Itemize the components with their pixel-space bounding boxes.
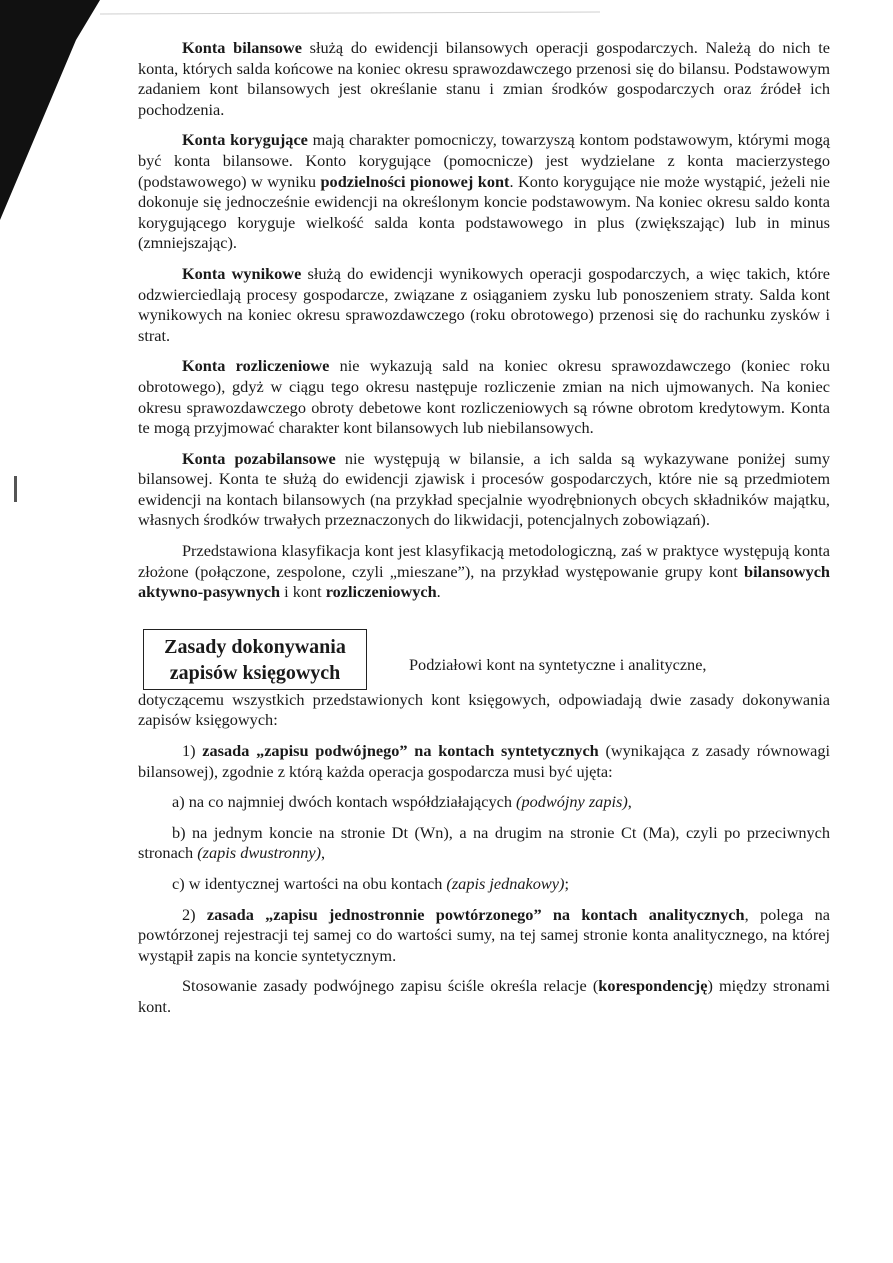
term-konta-korygujace: Konta korygujące [182, 130, 308, 150]
section-intro-first-line: Podziałowi kont na syntetyczne i analityczne, [409, 654, 707, 674]
rule-zapis-jednostronnie-powtorzony: 2) zasada „zapisu jednostronnie powtórzonego” na kontach analitycznych, polega na powtórzonej rejestracji tej samej co do wartości sumy, na tej samej stronie konta analitycznego, na której wystąpił zapis na koncie syntetycznym. [138, 904, 830, 965]
term-konta-rozliczeniowe: Konta rozliczeniowe [182, 356, 330, 376]
rule-1-title: zasada „zapisu podwójnego” na kontach syntetycznych [202, 741, 599, 761]
section-title-line-1: Zasady dokonywania [164, 635, 346, 658]
document-page [138, 38, 830, 1018]
section-intro-continuation: dotyczącemu wszystkich przedstawionych kont księgowych, odpowiadają dwie zasady dokonywania zapisów księgowych: [138, 689, 830, 730]
rule-1-item-a: a) na co najmniej dwóch kontach współdziałających (podwójny zapis), [172, 792, 632, 812]
section-title-line-2: zapisów księgowych [169, 661, 341, 684]
rule-2-title: zasada „zapisu jednostronnie powtórzonego” na kontach analitycznych [206, 904, 745, 924]
rule-1-item-b: b) na jednym koncie na stronie Dt (Wn), a na drugim na stronie Ct (Ma), czyli po przeciwnych stronach (zapis dwustronny), [138, 822, 830, 863]
term-konta-wynikowe: Konta wynikowe [182, 263, 302, 283]
term-konta-bilansowe: Konta bilansowe [182, 38, 302, 57]
term-konta-pozabilansowe: Konta pozabilansowe [182, 448, 336, 468]
paragraph-konta-bilansowe: Konta bilansowe służą do ewidencji bilansowych operacji gospodarczych. Należą do nich te konta, których salda końcowe na koniec okresu sprawozdawczego przenosi się do bilansu. Podstawowym zadaniem kont bilansowych jest określanie stanu i zmian środków gospodarczych oraz źródeł ich pochodzenia. [138, 38, 830, 119]
paragraph-konta-wynikowe: Konta wynikowe służą do ewidencji wynikowych operacji gospodarczych, a więc takich, które odzwierciedlają procesy gospodarcze, związane z osiąganiem zysku lub ponoszeniem straty. Salda kont wynikowych na koniec okresu sprawozdawczego (roku obrotowego) przenosi się do rachunku zysków i strat. [138, 263, 830, 345]
paragraph-closing: Stosowanie zasady podwójnego zapisu ściśle określa relacje (korespondencję) między stronami kont. [138, 976, 830, 1016]
paragraph-konta-pozabilansowe: Konta pozabilansowe nie występują w bilansie, a ich salda są wykazywane poniżej sumy bilansowej. Konta te służą do ewidencji zjawisk i procesów gospodarczych, które nie są przedmiotem ewidencji na kontach bilansowych (na przykład specjalnie wyodrębnionych obcych składników majątku, własnych środków trwałych przeznaczonych do likwidacji, potencjalnych zobowiązań). [138, 448, 830, 530]
rule-zapis-podwojny: 1) zasada „zapisu podwójnego” na kontach syntetycznych (wynikająca z zasady równowagi bilansowej), zgodnie z którą każda operacja gospodarcza musi być ujęta: [138, 741, 830, 781]
rule-1-item-c: c) w identycznej wartości na obu kontach (zapis jednakowy); [172, 874, 569, 893]
paragraph-klasyfikacja: Przedstawiona klasyfikacja kont jest klasyfikacją metodologiczną, zaś w praktyce występują konta złożone (połączone, zespolone, czyli „mieszane”), na przykład występowanie grupy kont bilansowych aktywno-pasywnych i kont rozliczeniowych. [138, 541, 830, 602]
paragraph-konta-korygujace: Konta korygujące mają charakter pomocniczy, towarzyszą kontom podstawowym, którymi mogą być konta bilansowe. Konto korygujące (pomocnicze) jest wydzielane z konta macierzystego (podstawowego) w wyniku podzielności pionowej kont. Konto korygujące nie może wystąpić, jeżeli nie dokonuje się jednocześnie ewidencji na określonym koncie podstawowym. Na koniec okresu saldo konta korygującego koryguje wielkość salda konta podstawowego in plus (zwiększając) lub in minus (zmniejszając). [138, 130, 831, 253]
section-zasady [138, 629, 830, 731]
paragraph-konta-rozliczeniowe: Konta rozliczeniowe nie wykazują sald na koniec okresu sprawozdawczego (koniec roku obrotowego), gdyż w ciągu tego okresu następuje rozliczenie zmian na nich ujmowanych. Na koniec okresu sprawozdawczego obroty debetowe kont rozliczeniowych są równe obrotom kredytowym. Konta te mogą przyjmować charakter kont bilansowych lub niebilansowych. [138, 356, 830, 438]
section-title-box [143, 629, 367, 690]
